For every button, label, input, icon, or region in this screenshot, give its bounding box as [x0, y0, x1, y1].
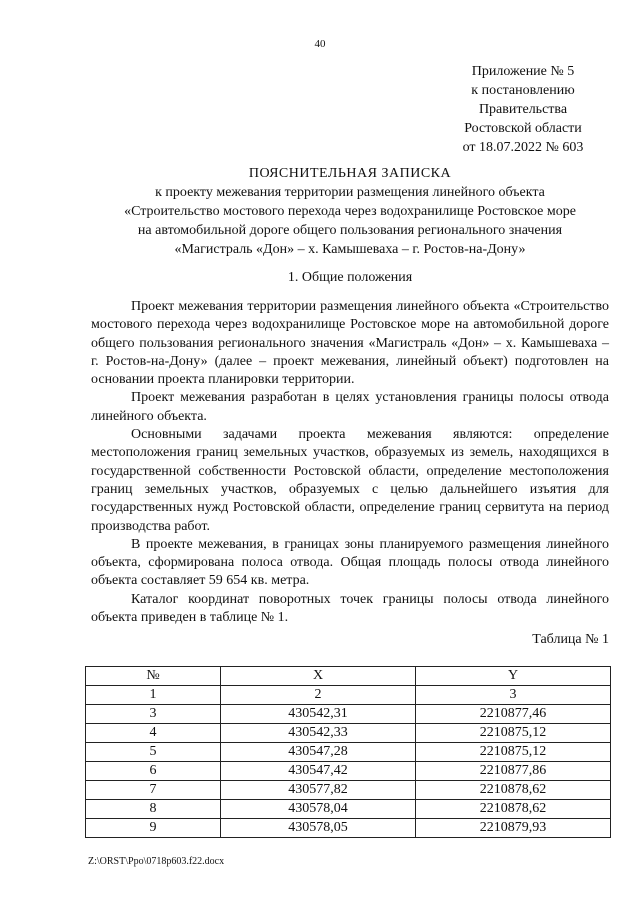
document-subtitle-line: «Магистраль «Дон» – х. Камышеваха – г. Ростов-на-Дону»: [174, 242, 526, 257]
cell-x: 2: [221, 686, 416, 705]
cell-number: 9: [86, 819, 221, 838]
header-number: №: [86, 667, 221, 686]
coordinates-table: [85, 666, 611, 838]
cell-y: 2210878,62: [416, 781, 611, 800]
header-x: X: [221, 667, 416, 686]
cell-number: 7: [86, 781, 221, 800]
cell-y: 2210877,46: [416, 705, 611, 724]
cell-x: 430542,33: [221, 724, 416, 743]
paragraph: В проекте межевания, в границах зоны планируемого размещения линейного объекта, сформирована полоса отвода. Общая площадь полосы отвода линейного объекта составляет 59 654 кв. метра.: [91, 536, 609, 589]
paragraph: Проект межевания территории размещения линейного объекта «Строительство мостового перехода через водохранилище Ростовское море на автомобильной дороге общего пользования регионального значения «Магистраль «Дон» – х. Камышеваха – г. Ростов-на-Дону» (далее – проект межевания, линейный объект) подготовлен на основании проекта планировки территории.: [91, 299, 609, 388]
table-row: [86, 705, 611, 724]
document-title: ПОЯСНИТЕЛЬНАЯ ЗАПИСКА: [248, 166, 452, 181]
cell-x: 430577,82: [221, 781, 416, 800]
cell-x: 430578,05: [221, 819, 416, 838]
table-row: [86, 781, 611, 800]
document-title-block: [80, 164, 620, 259]
cell-number: 5: [86, 743, 221, 762]
section-heading: 1. Общие положения: [287, 270, 413, 285]
document-subtitle-line: на автомобильной дороге общего пользования регионального значения: [137, 223, 563, 238]
cell-x: 430547,42: [221, 762, 416, 781]
cell-x: 430542,31: [221, 705, 416, 724]
page-number: 40: [314, 38, 326, 50]
cell-y: 2210879,93: [416, 819, 611, 838]
document-subtitle-line: «Строительство мостового перехода через водохранилище Ростовское море: [124, 204, 576, 219]
cell-x: 430578,04: [221, 800, 416, 819]
cell-y: 2210878,62: [416, 800, 611, 819]
table-row: [86, 800, 611, 819]
cell-y: 3: [416, 686, 611, 705]
table-header-row: [86, 667, 611, 686]
paragraph: Проект межевания разработан в целях установления границы полосы отвода линейного объекта.: [91, 390, 609, 424]
cell-number: 1: [86, 686, 221, 705]
paragraph: Основными задачами проекта межевания являются: определение местоположения границ земельных участков, образуемых из земель, находящихся в государственной собственности Ростовской области, определение местоположения границ земельных участков, образуемых с целью дальнейшего изъятия для государственных нужд Ростовской области, определение границ сервитута на период производства работ.: [91, 427, 609, 534]
document-subtitle-line: к проекту межевания территории размещения линейного объекта: [155, 185, 545, 200]
paragraph: Каталог координат поворотных точек границы полосы отвода линейного объекта приведен в таблице № 1.: [91, 591, 609, 626]
cell-y: 2210875,12: [416, 743, 611, 762]
cell-number: 8: [86, 800, 221, 819]
appendix-line: Правительства: [478, 102, 568, 117]
header-y: Y: [416, 667, 611, 686]
table-row: [86, 686, 611, 705]
cell-number: 4: [86, 724, 221, 743]
table-row: [86, 724, 611, 743]
table-row: [86, 743, 611, 762]
cell-y: 2210877,86: [416, 762, 611, 781]
table-row: [86, 762, 611, 781]
cell-x: 430547,28: [221, 743, 416, 762]
cell-y: 2210875,12: [416, 724, 611, 743]
footer-file-path: Z:\ORST\Ppo\0718p603.f22.docx: [88, 856, 225, 867]
table-caption: Таблица № 1: [532, 632, 609, 647]
appendix-line: от 18.07.2022 № 603: [462, 140, 584, 155]
appendix-line: Приложение № 5: [471, 64, 575, 79]
body-text: [91, 298, 609, 627]
appendix-reference: [440, 62, 606, 157]
table-row: [86, 819, 611, 838]
appendix-line: к постановлению: [471, 83, 575, 98]
appendix-line: Ростовской области: [464, 121, 582, 136]
cell-number: 6: [86, 762, 221, 781]
cell-number: 3: [86, 705, 221, 724]
